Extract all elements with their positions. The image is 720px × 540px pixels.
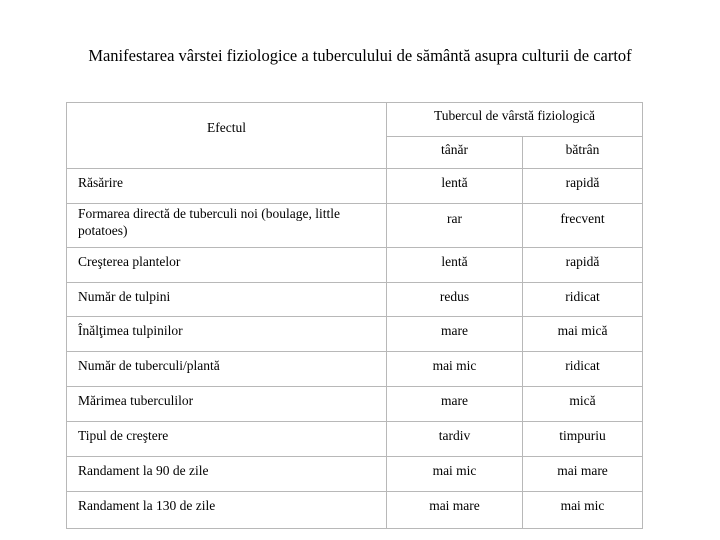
comparison-table	[66, 102, 643, 529]
table-row	[67, 457, 643, 492]
row-label: Randament la 90 de zile	[67, 457, 387, 492]
row-label: Randament la 130 de zile	[67, 492, 387, 529]
cell-tanar: tardiv	[387, 422, 523, 457]
table-row	[67, 204, 643, 248]
page-title: Manifestarea vârstei fiziologice a tuberculului de sământă asupra culturii de cartof	[88, 46, 632, 65]
cell-batran: ridicat	[523, 352, 643, 387]
table-row	[67, 352, 643, 387]
cell-tanar: mare	[387, 387, 523, 422]
table-row	[67, 492, 643, 529]
cell-tanar: mai mare	[387, 492, 523, 529]
header-efectul: Efectul	[67, 103, 387, 169]
row-label: Răsărire	[67, 169, 387, 204]
table-row	[67, 317, 643, 352]
table-row	[67, 422, 643, 457]
cell-tanar: lentă	[387, 248, 523, 283]
row-label: Formarea directă de tuberculi noi (boulage, little potatoes)	[67, 204, 387, 248]
cell-tanar: redus	[387, 283, 523, 317]
row-label: Înălţimea tulpinilor	[67, 317, 387, 352]
header-group: Tubercul de vârstă fiziologică	[387, 103, 643, 137]
cell-tanar: rar	[387, 204, 523, 248]
table-row	[67, 387, 643, 422]
cell-batran: mai mic	[523, 492, 643, 529]
cell-tanar: mai mic	[387, 457, 523, 492]
table-header-row	[67, 103, 643, 137]
table-row	[67, 169, 643, 204]
cell-batran: mică	[523, 387, 643, 422]
table-row	[67, 283, 643, 317]
cell-batran: timpuriu	[523, 422, 643, 457]
comparison-table-container	[66, 102, 642, 528]
header-batran: bătrân	[523, 137, 643, 169]
cell-batran: ridicat	[523, 283, 643, 317]
cell-batran: mai mare	[523, 457, 643, 492]
cell-tanar: mare	[387, 317, 523, 352]
row-label: Număr de tuberculi/plantă	[67, 352, 387, 387]
header-tanar: tânăr	[387, 137, 523, 169]
cell-batran: rapidă	[523, 248, 643, 283]
cell-batran: frecvent	[523, 204, 643, 248]
row-label: Tipul de creştere	[67, 422, 387, 457]
cell-batran: rapidă	[523, 169, 643, 204]
cell-tanar: mai mic	[387, 352, 523, 387]
row-label: Număr de tulpini	[67, 283, 387, 317]
row-label: Creşterea plantelor	[67, 248, 387, 283]
table-row	[67, 248, 643, 283]
cell-tanar: lentă	[387, 169, 523, 204]
row-label: Mărimea tuberculilor	[67, 387, 387, 422]
cell-batran: mai mică	[523, 317, 643, 352]
